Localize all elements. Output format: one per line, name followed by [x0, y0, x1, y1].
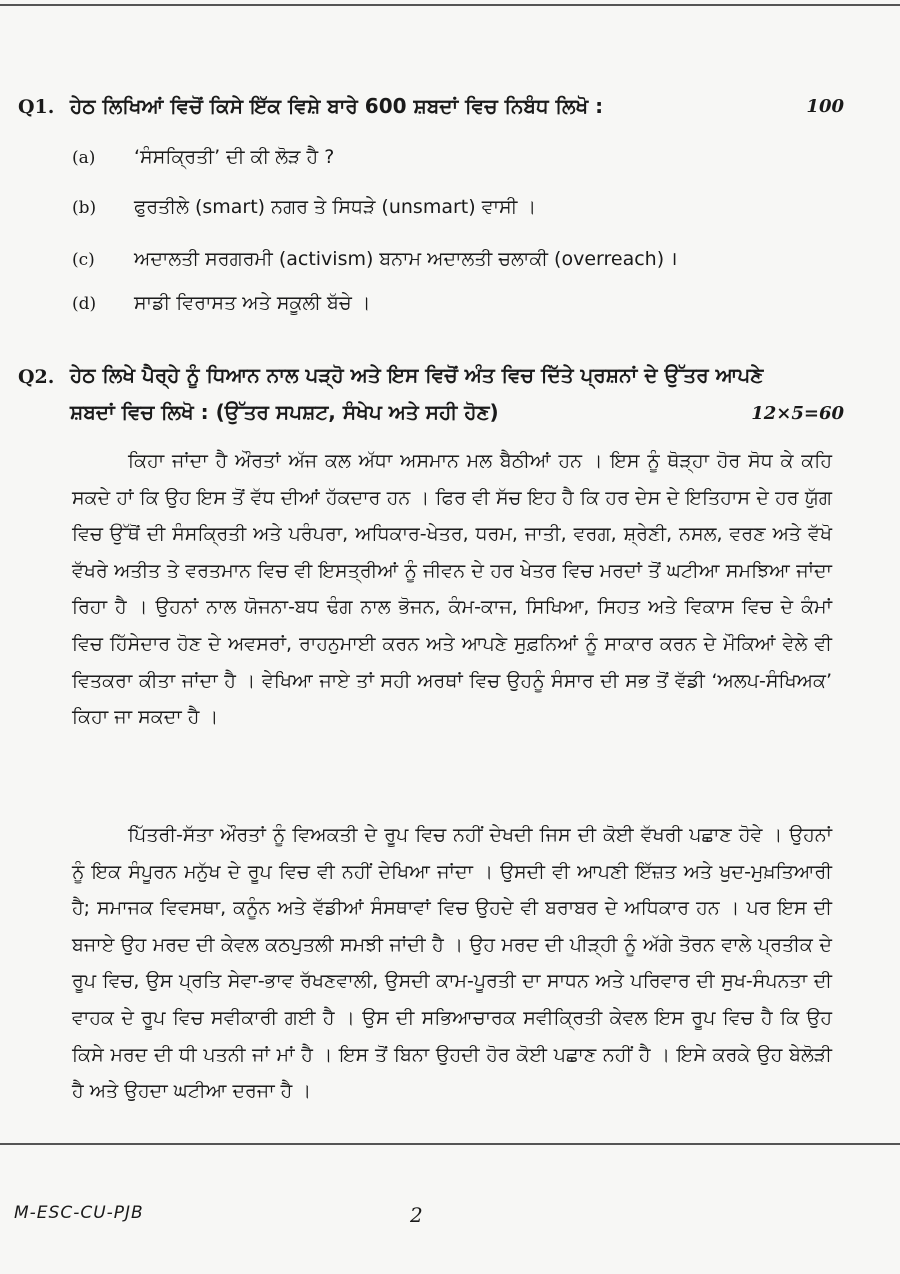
option-label: (c): [72, 250, 95, 270]
bottom-rule: [0, 1143, 900, 1145]
option-text: ਫੁਰਤੀਲੇ (smart) ਨਗਰ ਤੇ ਸਿਧੜੇ (unsmart) ਵਾਸੀ ।: [134, 196, 537, 218]
q1-number: Q1.: [18, 96, 55, 118]
option-label: (d): [72, 294, 97, 314]
paper-code: M-ESC-CU-PJB: [14, 1203, 144, 1223]
q2-instruction-line1: ਹੇਠ ਲਿਖੇ ਪੈਰ੍ਹੇ ਨੂੰ ਧਿਆਨ ਨਾਲ ਪੜ੍ਹੋ ਅਤੇ ਇਸ ਵਿਚੋਂ ਅੰਤ ਵਿਚ ਦਿੱਤੇ ਪ੍ਰਸ਼ਨਾਂ ਦੇ ਉੱਤਰ ਆਪਣੇ: [70, 363, 764, 387]
q1-option-b: [72, 196, 536, 218]
q1-marks: 100: [806, 96, 844, 117]
q2-number: Q2.: [18, 366, 55, 388]
q2-instruction-line2: ਸ਼ਬਦਾਂ ਵਿਚ ਲਿਖੋ : (ਉੱਤਰ ਸਪਸ਼ਟ, ਸੰਖੇਪ ਅਤੇ ਸਹੀ ਹੋਣ): [70, 400, 499, 424]
q1-option-d: [72, 292, 371, 314]
option-label: (b): [72, 198, 97, 218]
q1-option-a: [72, 146, 334, 168]
option-text: ਸਾਡੀ ਵਿਰਾਸਤ ਅਤੇ ਸਕੂਲੀ ਬੱਚੇ ।: [134, 292, 371, 314]
passage-paragraph-2: ਪਿੱਤਰੀ-ਸੱਤਾ ਔਰਤਾਂ ਨੂੰ ਵਿਅਕਤੀ ਦੇ ਰੂਪ ਵਿਚ ਨਹੀਂ ਦੇਖਦੀ ਜਿਸ ਦੀ ਕੋਈ ਵੱਖਰੀ ਪਛਾਣ ਹੋਵੇ । ਉਹਨਾਂ ਨੂੰ ਇਕ ਸੰਪੂਰਨ ਮਨੁੱਖ ਦੇ ਰੂਪ ਵਿਚ ਵੀ ਨਹੀਂ ਦੇਖਿਆ ਜਾਂਦਾ । ਉਸਦੀ ਵੀ ਆਪਣੀ ਇੱਜ਼ਤ ਅਤੇ ਖੁਦ-ਮੁਖ਼ਤਿਆਰੀ ਹੈ; ਸਮਾਜਕ ਵਿਵਸਥਾ, ਕਨੂੰਨ ਅਤੇ ਵੱਡੀਆਂ ਸੰਸਥਾਵਾਂ ਵਿਚ ਉਹਦੇ ਵੀ ਬਰਾਬਰ ਦੇ ਅਧਿਕਾਰ ਹਨ । ਪਰ ਇਸ ਦੀ ਬਜਾਏ ਉਹ ਮਰਦ ਦੀ ਕੇਵਲ ਕਠਪੁਤਲੀ ਸਮਝੀ ਜਾਂਦੀ ਹੈ । ਉਹ ਮਰਦ ਦੀ ਪੀੜ੍ਹੀ ਨੂੰ ਅੱਗੇ ਤੋਰਨ ਵਾਲੇ ਪ੍ਰਤੀਕ ਦੇ ਰੂਪ ਵਿਚ, ਉਸ ਪ੍ਰਤਿ ਸੇਵਾ-ਭਾਵ ਰੱਖਣਵਾਲੀ, ਉਸਦੀ ਕਾਮ-ਪੂਰਤੀ ਦਾ ਸਾਧਨ ਅਤੇ ਪਰਿਵਾਰ ਦੀ ਸੁਖ-ਸੰਪਨਤਾ ਦੀ ਵਾਹਕ ਦੇ ਰੂਪ ਵਿਚ ਸਵੀਕਾਰੀ ਗਈ ਹੈ । ਉਸ ਦੀ ਸਭਿਆਚਾਰਕ ਸਵੀਕ੍ਰਿਤੀ ਕੇਵਲ ਇਸ ਰੂਪ ਵਿਚ ਹੈ ਕਿ ਉਹ ਕਿਸੇ ਮਰਦ ਦੀ ਧੀ ਪਤਨੀ ਜਾਂ ਮਾਂ ਹੈ । ਇਸ ਤੋਂ ਬਿਨਾ ਉਹਦੀ ਹੋਰ ਕੋਈ ਪਛਾਣ ਨਹੀਂ ਹੈ । ਇਸੇ ਕਰਕੇ ਉਹ ਬੇਲੋੜੀ ਹੈ ਅਤੇ ਉਹਦਾ ਘਟੀਆ ਦਰਜਾ ਹੈ ।: [72, 824, 832, 1103]
q2-marks: 12×5=60: [751, 403, 844, 424]
option-text: ਅਦਾਲਤੀ ਸਰਗਰਮੀ (activism) ਬਨਾਮ ਅਦਾਲਤੀ ਚਲਾਕੀ (overreach) ।: [134, 248, 678, 270]
option-label: (a): [72, 148, 96, 168]
passage-paragraph-1: ਕਿਹਾ ਜਾਂਦਾ ਹੈ ਔਰਤਾਂ ਅੱਜ ਕਲ ਅੱਧਾ ਅਸਮਾਨ ਮਲ ਬੈਠੀਆਂ ਹਨ । ਇਸ ਨੂੰ ਥੋੜ੍ਹਾ ਹੋਰ ਸੋਧ ਕੇ ਕਹਿ ਸਕਦੇ ਹਾਂ ਕਿ ਉਹ ਇਸ ਤੋਂ ਵੱਧ ਦੀਆਂ ਹੱਕਦਾਰ ਹਨ । ਫਿਰ ਵੀ ਸੱਚ ਇਹ ਹੈ ਕਿ ਹਰ ਦੇਸ ਦੇ ਇਤਿਹਾਸ ਦੇ ਹਰ ਯੁੱਗ ਵਿਚ ਉੱਥੋਂ ਦੀ ਸੰਸਕ੍ਰਿਤੀ ਅਤੇ ਪਰੰਪਰਾ, ਅਧਿਕਾਰ-ਖੇਤਰ, ਧਰਮ, ਜਾਤੀ, ਵਰਗ, ਸ਼੍ਰੇਣੀ, ਨਸਲ, ਵਰਣ ਅਤੇ ਵੱਖੋ ਵੱਖਰੇ ਅਤੀਤ ਤੇ ਵਰਤਮਾਨ ਵਿਚ ਵੀ ਇਸਤ੍ਰੀਆਂ ਨੂੰ ਜੀਵਨ ਦੇ ਹਰ ਖੇਤਰ ਵਿਚ ਮਰਦਾਂ ਤੋਂ ਘਟੀਆ ਸਮਝਿਆ ਜਾਂਦਾ ਰਿਹਾ ਹੈ । ਉਹਨਾਂ ਨਾਲ ਯੋਜਨਾ-ਬਧ ਢੰਗ ਨਾਲ ਭੋਜਨ, ਕੰਮ-ਕਾਜ, ਸਿਖਿਆ, ਸਿਹਤ ਅਤੇ ਵਿਕਾਸ ਵਿਚ ਦੇ ਕੰਮਾਂ ਵਿਚ ਹਿੱਸੇਦਾਰ ਹੋਣ ਦੇ ਅਵਸਰਾਂ, ਰਾਹਨੁਮਾਈ ਕਰਨ ਅਤੇ ਆਪਣੇ ਸੁਫ਼ਨਿਆਂ ਨੂੰ ਸਾਕਾਰ ਕਰਨ ਦੇ ਮੌਕਿਆਂ ਵੇਲੇ ਵੀ ਵਿਤਕਰਾ ਕੀਤਾ ਜਾਂਦਾ ਹੈ । ਵੇਖਿਆ ਜਾਏ ਤਾਂ ਸਹੀ ਅਰਥਾਂ ਵਿਚ ਉਹਨੂੰ ਸੰਸਾਰ ਦੀ ਸਭ ਤੋਂ ਵੱਡੀ ‘ਅਲਪ-ਸੰਖਿਅਕ’ ਕਿਹਾ ਜਾ ਸਕਦਾ ਹੈ ।: [72, 450, 832, 729]
page-number: 2: [410, 1203, 423, 1227]
top-rule: [0, 4, 900, 6]
q1-instruction: ਹੇਠ ਲਿਖਿਆਂ ਵਿਚੋਂ ਕਿਸੇ ਇੱਕ ਵਿਸ਼ੇ ਬਾਰੇ 600 ਸ਼ਬਦਾਂ ਵਿਚ ਨਿਬੰਧ ਲਿਖੋ :: [70, 94, 604, 118]
option-text: ‘ਸੰਸਕ੍ਰਿਤੀ’ ਦੀ ਕੀ ਲੋੜ ਹੈ ?: [134, 146, 335, 168]
q1-option-c: [72, 245, 677, 271]
